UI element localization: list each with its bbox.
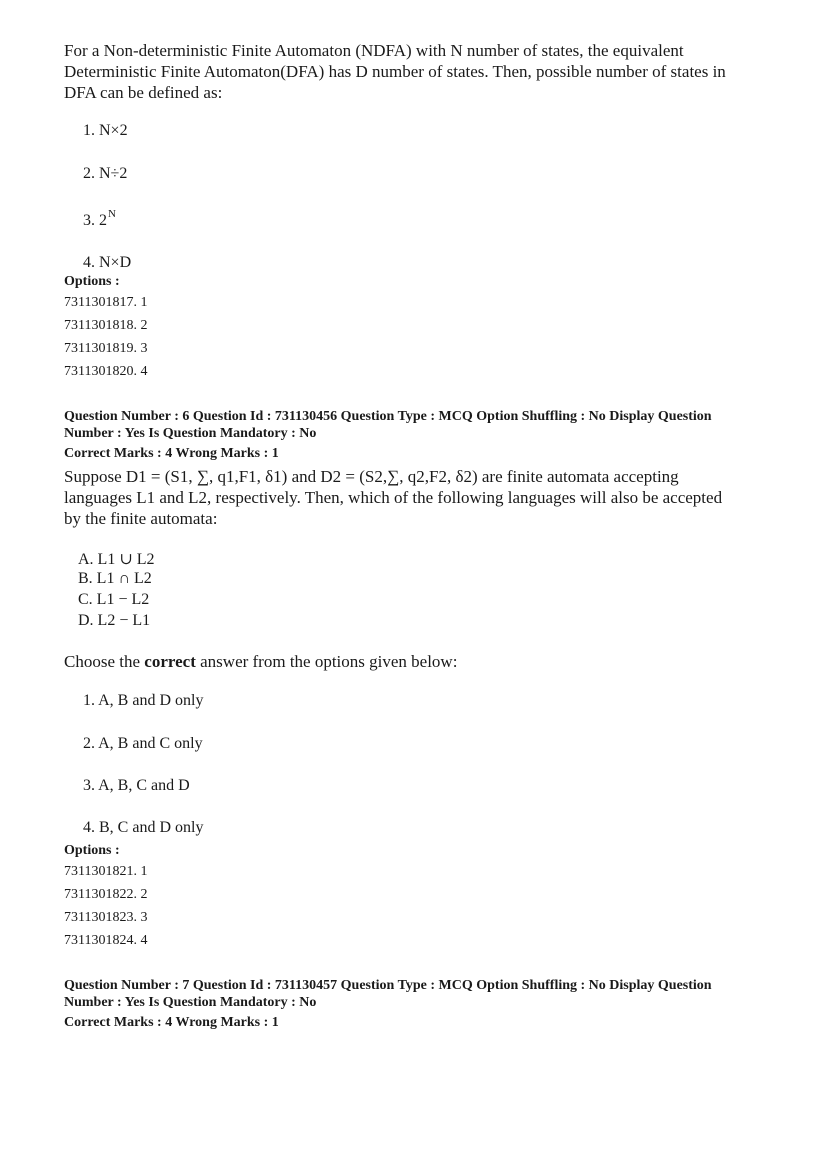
q5-options-label: Options : bbox=[64, 274, 120, 289]
q6-statement-c: C. L1 − L2 bbox=[78, 591, 150, 608]
q5-stem-line-3: DFA can be defined as: bbox=[64, 83, 223, 102]
q6-options-label: Options : bbox=[64, 843, 120, 858]
q5-choice-4: 4. N×D bbox=[83, 254, 132, 271]
q6-stem-line-2: languages L1 and L2, respectively. Then, which of the following languages will also be accepted bbox=[64, 488, 723, 507]
q6-option-2: 7311301822. 2 bbox=[64, 887, 148, 902]
q5-option-3: 7311301819. 3 bbox=[64, 341, 148, 356]
q5-option-4: 7311301820. 4 bbox=[64, 364, 148, 379]
q6-option-1: 7311301821. 1 bbox=[64, 864, 148, 879]
q5-choice-3-exponent: N bbox=[108, 208, 116, 220]
q5-choice-1: 1. N×2 bbox=[83, 122, 128, 139]
q5-stem-line-1: For a Non-deterministic Finite Automaton (NDFA) with N number of states, the equivalent bbox=[64, 41, 684, 60]
q5-choice-3 bbox=[83, 208, 116, 230]
q6-choice-3: 3. A, B, C and D bbox=[83, 777, 190, 794]
q7-header-line-1: Question Number : 7 Question Id : 731130457 Question Type : MCQ Option Shuffling : No Display Question bbox=[64, 978, 712, 993]
q5-option-2: 7311301818. 2 bbox=[64, 318, 148, 333]
q7-marks: Correct Marks : 4 Wrong Marks : 1 bbox=[64, 1015, 279, 1030]
q6-option-3: 7311301823. 3 bbox=[64, 910, 148, 925]
q6-choose-bold: correct bbox=[144, 652, 196, 671]
q6-header-line-2: Number : Yes Is Question Mandatory : No bbox=[64, 426, 317, 441]
q5-option-1: 7311301817. 1 bbox=[64, 295, 148, 310]
q6-choose-suffix: answer from the options given below: bbox=[195, 652, 458, 671]
q6-choice-1: 1. A, B and D only bbox=[83, 692, 204, 709]
q6-choice-2: 2. A, B and C only bbox=[83, 735, 203, 752]
q6-statement-b: B. L1 ∩ L2 bbox=[78, 570, 152, 587]
q6-choose-prefix: Choose the bbox=[64, 652, 145, 671]
q6-choose-instruction bbox=[64, 651, 457, 672]
q6-choice-4: 4. B, C and D only bbox=[83, 819, 204, 836]
q6-marks: Correct Marks : 4 Wrong Marks : 1 bbox=[64, 446, 279, 461]
q5-choice-2: 2. N÷2 bbox=[83, 165, 128, 182]
q6-statement-a: A. L1 ∪ L2 bbox=[78, 551, 155, 568]
q5-stem-line-2: Deterministic Finite Automaton(DFA) has D number of states. Then, possible number of states in bbox=[64, 62, 726, 81]
q6-stem-line-3: by the finite automata: bbox=[64, 509, 218, 528]
q7-header-line-2: Number : Yes Is Question Mandatory : No bbox=[64, 995, 317, 1010]
q6-stem-line-1: Suppose D1 = (S1, ∑, q1,F1, δ1) and D2 = (S2,∑, q2,F2, δ2) are finite automata accepting bbox=[64, 467, 679, 486]
q6-statement-d: D. L2 − L1 bbox=[78, 612, 151, 629]
q6-option-4: 7311301824. 4 bbox=[64, 933, 148, 948]
q5-choice-3-base: 3. 2 bbox=[83, 212, 107, 229]
q6-header-line-1: Question Number : 6 Question Id : 731130456 Question Type : MCQ Option Shuffling : No Display Question bbox=[64, 409, 712, 424]
